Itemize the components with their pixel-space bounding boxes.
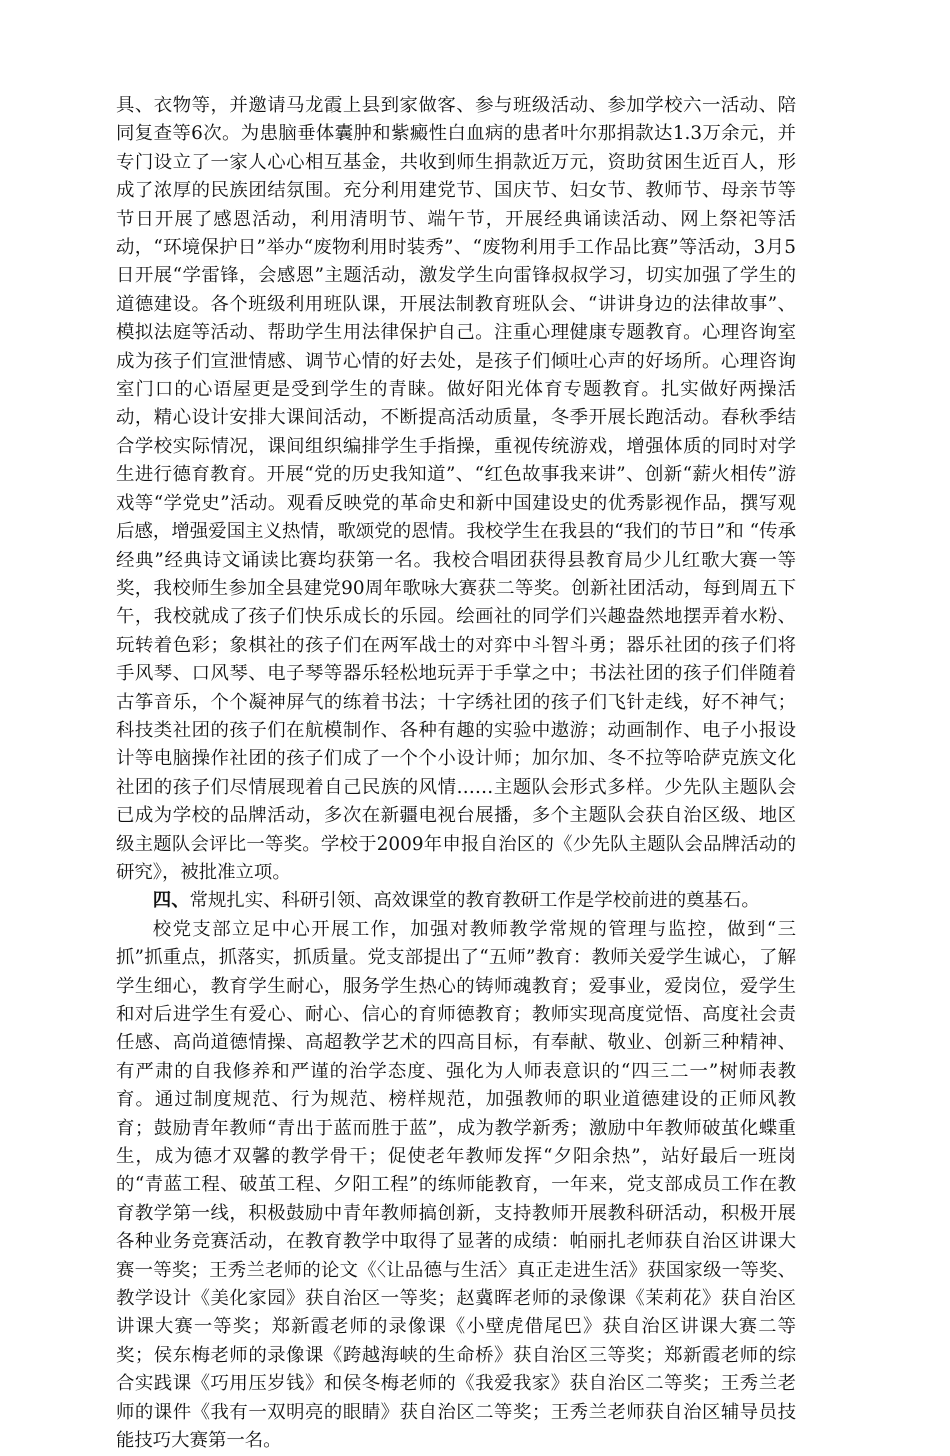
section-number: 四、: [152, 890, 190, 912]
body-paragraph-2: 校党支部立足中心开展工作，加强对教师教学常规的管理与监控，做到“三抓”抓重点，抓落实，抓质量。党支部提出了“五师”教育：教师关爱学生诚心，了解学生细心，教育学生耐心，服务学生热心的铸师魂教育；爱事业，爱岗位，爱学生和对后进学生有爱心、耐心、信心的育师德教育；教师实现高度觉悟、高度社会责任感、高尚道德情操、高超教学艺术的四高目标，有奉献、敬业、创新三种精神、有严肃的自我修养和严谨的治学态度、强化为人师表意识的“四三二一”树师表教育。通过制度规范、行为规范、榜样规范，加强教师的职业道德建设的正师风教育；鼓励青年教师“青出于蓝而胜于蓝”，成为教学新秀；激励中年教师破茧化蝶重生，成为德才双馨的教学骨干；促使老年教师发挥“夕阳余热”，站好最后一班岗的“青蓝工程、破茧工程、夕阳工程”的练师能教育，一年来，党支部成员工作在教育教学第一线，积极鼓励中青年教师搞创新，支持教师开展教科研活动，积极开展各种业务竞赛活动，在教育教学中取得了显著的成绩：帕丽扎老师获自治区讲课大赛一等奖；王秀兰老师的论文《〈让品德与生活〉真正走进生活》获国家级一等奖、教学设计《美化家园》获自治区一等奖；赵冀晖老师的录像课《茉莉花》获自治区讲课大赛一等奖；郑新霞老师的录像课《小壁虎借尾巴》获自治区讲课大赛二等奖；侯东梅老师的录像课《跨越海峡的生命桥》获自治区三等奖；郑新霞老师的综合实践课《巧用压岁钱》和侯冬梅老师的《我爱我家》获自治区二等奖；王秀兰老师的课件《我有一双明亮的眼睛》获自治区二等奖；王秀兰老师获自治区辅导员技能技巧大赛第一名。: [116, 918, 796, 1452]
body-paragraph-1: 具、衣物等，并邀请马龙霞上县到家做客、参与班级活动、参加学校六一活动、陪同复查等6次。为患脑垂体囊肿和紫癜性白血病的患者叶尔那捐款达1.3万余元，并专门设立了一家人心心相互基金，共收到师生捐款近万元，资助贫困生近百人，形成了浓厚的民族团结氛围。充分利用建党节、国庆节、妇女节、教师节、母亲节等节日开展了感恩活动，利用清明节、端午节，开展经典诵读活动、网上祭祀等活动，“环境保护日”举办“废物利用时装秀”、“废物利用手工作品比赛”等活动，3月5日开展“学雷锋，会感恩”主题活动，激发学生向雷锋叔叔学习，切实加强了学生的道德建设。各个班级利用班队课，开展法制教育班队会、“讲讲身边的法律故事”、模拟法庭等活动、帮助学生用法律保护自己。注重心理健康专题教育。心理咨询室成为孩子们宣泄情感、调节心情的好去处，是孩子们倾吐心声的好场所。心理咨询室门口的心语屋更是受到学生的青睐。做好阳光体育专题教育。扎实做好两操活动，精心设计安排大课间活动，不断提高活动质量，冬季开展长跑活动。春秋季结合学校实际情况，课间组织编排学生手指操，重视传统游戏，增强体质的同时对学生进行德育教育。开展“党的历史我知道”、“红色故事我来讲”、创新“薪火相传”游戏等“学党史”活动。观看反映党的革命史和新中国建设史的优秀影视作品，撰写观后感，增强爱国主义热情，歌颂党的恩情。我校学生在我县的“我们的节日”和 “传承经典”经典诗文诵读比赛均获第一名。我校合唱团获得县教育局少儿红歌大赛一等奖，我校师生参加全县建党90周年歌咏大赛获二等奖。创新社团活动，每到周五下午，我校就成了孩子们快乐成长的乐园。绘画社的同学们兴趣盎然地摆弄着水粉、玩转着色彩；象棋社的孩子们在两军战士的对弈中斗智斗勇；器乐社团的孩子们将手风琴、口风琴、电子琴等器乐轻松地玩弄于手掌之中；书法社团的孩子们伴随着古筝音乐，个个凝神屏气的练着书法；十字绣社团的孩子们飞针走线，好不神气；科技类社团的孩子们在航模制作、各种有趣的实验中遨游；动画制作、电子小报设计等电脑操作社团的孩子们成了一个个小设计师；加尔加、冬不拉等哈萨克族文化社团的孩子们尽情展现着自己民族的风情……主题队会形式多样。少先队主题队会已成为学校的品牌活动，多次在新疆电视台展播，多个主题队会获自治区级、地区级主题队会评比一等奖。学校于2009年申报自治区的《少先队主题队会品牌活动的研究》，被批准立项。: [116, 95, 796, 883]
section-heading-4: [116, 887, 796, 915]
document-page: [116, 92, 796, 1456]
section-heading-text: 常规扎实、科研引领、高效课堂的教育教研工作是学校前进的奠基石。: [189, 890, 760, 912]
